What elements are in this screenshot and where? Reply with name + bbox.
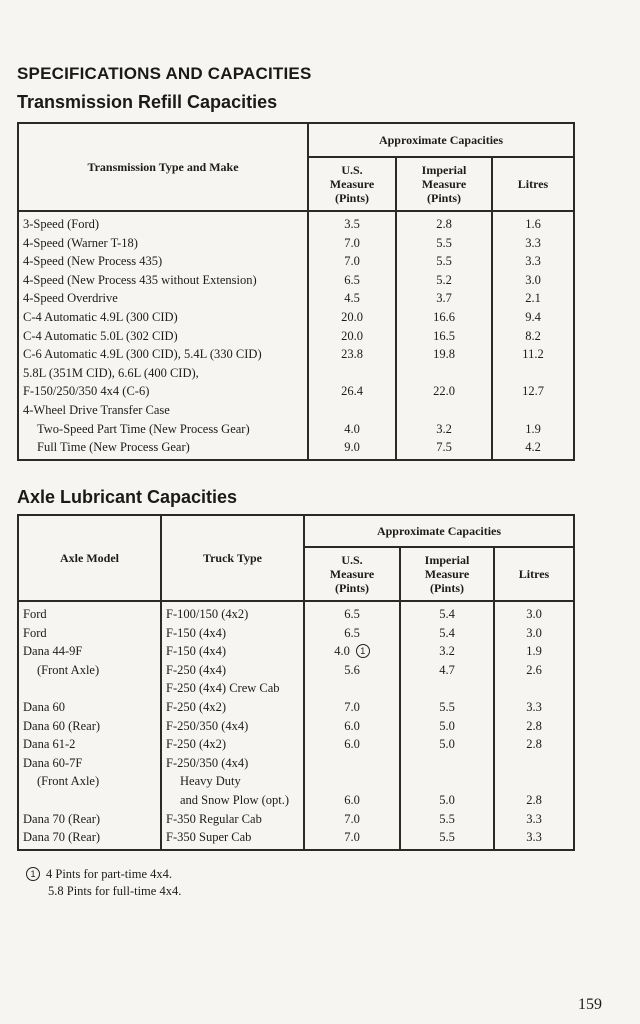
transmission-section-title: Transmission Refill Capacities [17,92,278,112]
table-row [18,438,574,460]
imperial-pints: 5.4 [400,601,494,624]
table-row [18,810,574,829]
column-header-approx-capacities: Approximate Capacities [304,515,574,547]
imperial-pints: 16.5 [396,327,492,346]
us-pints: 26.4 [308,382,396,401]
axle-model: Dana 70 (Rear) [18,810,161,829]
imperial-pints [400,754,494,773]
table-row [18,754,574,773]
truck-type: F-150 (4x4) [161,642,304,661]
litres: 3.0 [492,271,574,290]
table-row [18,735,574,754]
us-pints [304,624,400,643]
us-pints [304,735,400,754]
imperial-pints [400,772,494,791]
litres: 3.0 [494,601,574,624]
table-row [18,211,574,234]
axle-model: Dana 70 (Rear) [18,828,161,850]
column-header-truck-type: Truck Type [161,515,304,601]
us-pints: 3.5 [308,211,396,234]
us-pints [304,642,400,661]
us-pints [304,810,400,829]
table-row [18,364,574,383]
imperial-pints: 3.7 [396,289,492,308]
truck-type: F-350 Regular Cab [161,810,304,829]
table-row [18,252,574,271]
transmission-type: C-4 Automatic 4.9L (300 CID) [18,308,308,327]
litres: 3.3 [492,252,574,271]
truck-type: F-250/350 (4x4) [161,717,304,736]
truck-type: F-100/150 (4x2) [161,601,304,624]
table-row [18,601,574,624]
litres: 1.9 [492,420,574,439]
axle-capacities-table [17,514,575,851]
column-header-litres: Litres [494,547,574,601]
table-row [18,642,574,661]
axle-model: Dana 60 [18,698,161,717]
litres: 3.3 [494,698,574,717]
us-pints [304,601,400,624]
litres: 12.7 [492,382,574,401]
footnote-line-1: 4 Pints for part-time 4x4. [46,867,173,881]
imperial-pints [400,679,494,698]
us-pints [308,364,396,383]
us-pints-value: 6.5 [344,625,360,640]
transmission-type: C-4 Automatic 5.0L (302 CID) [18,327,308,346]
imperial-pints: 19.8 [396,345,492,364]
us-pints-value: 6.0 [344,718,360,733]
footnote-marker: 1 [356,644,370,658]
imperial-pints: 3.2 [396,420,492,439]
table-row [18,717,574,736]
transmission-type: C-6 Automatic 4.9L (300 CID), 5.4L (330 CID) [18,345,308,364]
imperial-pints: 5.5 [400,698,494,717]
us-pints: 9.0 [308,438,396,460]
column-header-us: U.S. Measure (Pints) [304,547,400,601]
imperial-pints: 5.5 [396,252,492,271]
axle-model: (Front Axle) [18,772,161,791]
litres: 3.3 [494,810,574,829]
imperial-pints: 7.5 [396,438,492,460]
transmission-type: F-150/250/350 4x4 (C-6) [18,382,308,401]
transmission-type: Full Time (New Process Gear) [18,438,308,460]
axle-section-title: Axle Lubricant Capacities [17,487,238,507]
litres [494,679,574,698]
litres: 2.1 [492,289,574,308]
table-row [18,401,574,420]
imperial-pints: 2.8 [396,211,492,234]
imperial-pints [396,401,492,420]
litres [492,401,574,420]
table-row [18,271,574,290]
us-pints: 7.0 [308,252,396,271]
litres: 1.6 [492,211,574,234]
truck-type: F-350 Super Cab [161,828,304,850]
us-pints [304,717,400,736]
axle-model: Ford [18,601,161,624]
axle-model [18,679,161,698]
transmission-type: 4-Speed Overdrive [18,289,308,308]
us-pints [304,828,400,850]
us-pints: 7.0 [308,234,396,253]
litres: 3.0 [494,624,574,643]
litres: 2.6 [494,661,574,680]
table-row [18,698,574,717]
us-pints: 20.0 [308,308,396,327]
transmission-type: 3-Speed (Ford) [18,211,308,234]
transmission-capacities-table [17,122,575,461]
us-pints: 6.5 [308,271,396,290]
litres: 3.3 [492,234,574,253]
footnote-marker: 1 [26,867,40,881]
imperial-pints: 5.4 [400,624,494,643]
imperial-pints: 3.2 [400,642,494,661]
us-pints-value: 4.0 [334,644,350,659]
column-header-axle-model: Axle Model [18,515,161,601]
imperial-pints: 4.7 [400,661,494,680]
litres [492,364,574,383]
us-pints [304,679,400,698]
table-row [18,828,574,850]
axle-model: Dana 60-7F [18,754,161,773]
truck-type: and Snow Plow (opt.) [161,791,304,810]
litres: 2.8 [494,791,574,810]
truck-type: F-150 (4x4) [161,624,304,643]
us-pints [304,754,400,773]
us-pints [304,698,400,717]
axle-model [18,791,161,810]
transmission-type: 4-Speed (New Process 435) [18,252,308,271]
page-number: 159 [578,996,602,1013]
litres: 11.2 [492,345,574,364]
us-pints [304,661,400,680]
table-row [18,382,574,401]
truck-type: F-250 (4x4) [161,661,304,680]
page-title: SPECIFICATIONS AND CAPACITIES [17,64,312,83]
table-row [18,661,574,680]
us-pints: 4.5 [308,289,396,308]
table-row [18,308,574,327]
imperial-pints [396,364,492,383]
litres: 8.2 [492,327,574,346]
us-pints [304,791,400,810]
imperial-pints: 22.0 [396,382,492,401]
column-header-type-make: Transmission Type and Make [18,123,308,211]
us-pints: 4.0 [308,420,396,439]
imperial-pints: 16.6 [396,308,492,327]
truck-type: Heavy Duty [161,772,304,791]
imperial-pints: 5.0 [400,735,494,754]
us-pints-value: 5.6 [344,662,360,677]
footnote-line-2: 5.8 Pints for full-time 4x4. [48,884,182,898]
litres: 1.9 [494,642,574,661]
us-pints-value: 7.0 [344,811,360,826]
us-pints [304,772,400,791]
imperial-pints: 5.0 [400,791,494,810]
table-row [18,234,574,253]
column-header-approx-capacities: Approximate Capacities [308,123,574,157]
imperial-pints: 5.0 [400,717,494,736]
axle-model: Dana 60 (Rear) [18,717,161,736]
table-row [18,327,574,346]
column-header-us: U.S. Measure (Pints) [308,157,396,211]
column-header-litres: Litres [492,157,574,211]
axle-model: Dana 61-2 [18,735,161,754]
litres: 3.3 [494,828,574,850]
litres: 2.8 [494,717,574,736]
imperial-pints: 5.5 [400,810,494,829]
truck-type: F-250 (4x4) Crew Cab [161,679,304,698]
us-pints-value: 7.0 [344,699,360,714]
litres: 9.4 [492,308,574,327]
litres [494,772,574,791]
us-pints [308,401,396,420]
footnote [26,866,181,900]
table-row [18,772,574,791]
table-row [18,289,574,308]
us-pints-value: 6.0 [344,737,360,752]
table-row [18,791,574,810]
table-row [18,420,574,439]
imperial-pints: 5.5 [396,234,492,253]
table-row [18,624,574,643]
transmission-type: Two-Speed Part Time (New Process Gear) [18,420,308,439]
us-pints-value: 6.5 [344,607,360,621]
litres: 2.8 [494,735,574,754]
axle-model: Dana 44-9F [18,642,161,661]
imperial-pints: 5.5 [400,828,494,850]
axle-model: (Front Axle) [18,661,161,680]
truck-type: F-250/350 (4x4) [161,754,304,773]
axle-model: Ford [18,624,161,643]
truck-type: F-250 (4x2) [161,698,304,717]
us-pints: 20.0 [308,327,396,346]
column-header-imperial: Imperial Measure (Pints) [400,547,494,601]
us-pints: 23.8 [308,345,396,364]
table-row [18,679,574,698]
truck-type: F-250 (4x2) [161,735,304,754]
us-pints-value: 6.0 [344,792,360,807]
transmission-type: 4-Wheel Drive Transfer Case [18,401,308,420]
imperial-pints: 5.2 [396,271,492,290]
transmission-type: 4-Speed (New Process 435 without Extension) [18,271,308,290]
transmission-type: 4-Speed (Warner T-18) [18,234,308,253]
transmission-type: 5.8L (351M CID), 6.6L (400 CID), [18,364,308,383]
litres [494,754,574,773]
litres: 4.2 [492,438,574,460]
us-pints-value: 7.0 [344,830,360,845]
column-header-imperial: Imperial Measure (Pints) [396,157,492,211]
table-row [18,345,574,364]
